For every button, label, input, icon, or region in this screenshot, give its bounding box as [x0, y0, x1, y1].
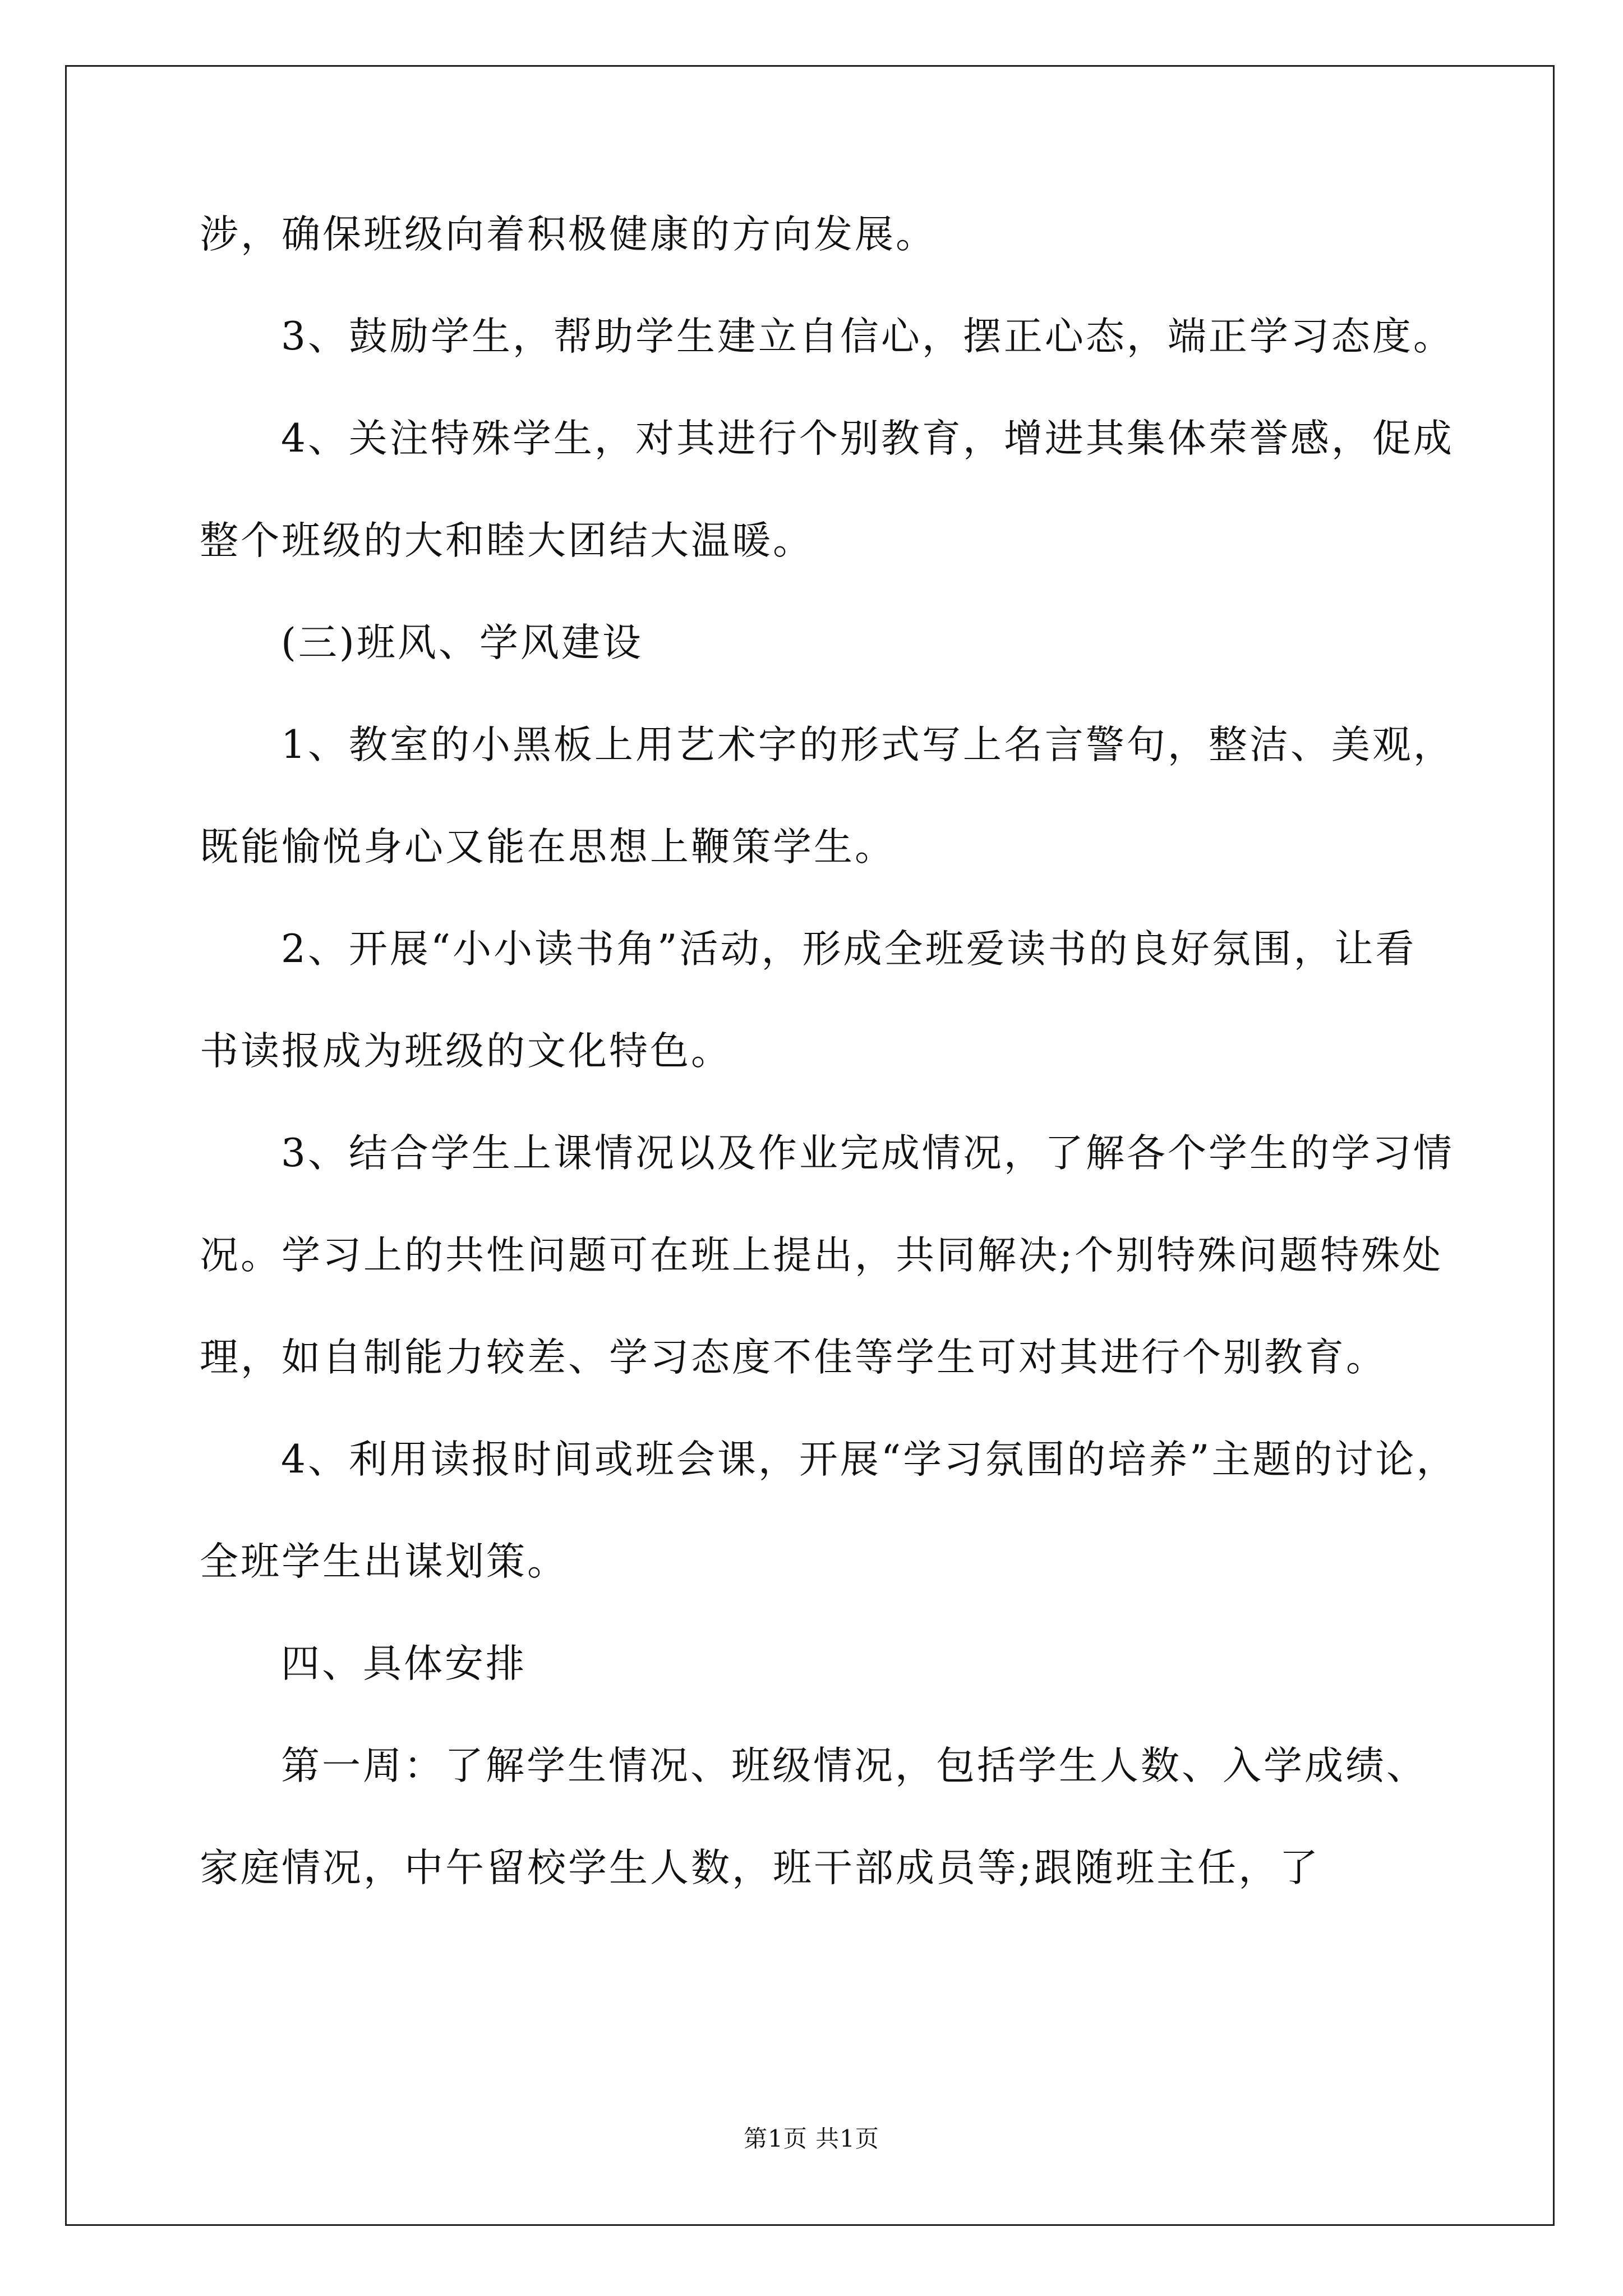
body-line: 第一周：了解学生情况、班级情况，包括学生人数、入学成绩、	[281, 1743, 1427, 1788]
body-line: 全班学生出谋划策。	[200, 1539, 568, 1584]
body-line: 理，如自制能力较差、学习态度不佳等学生可对其进行个别教育。	[200, 1335, 1387, 1380]
body-line: 3、结合学生上课情况以及作业完成情况，了解各个学生的学习情	[281, 1131, 1454, 1176]
body-line: 2、开展“小小读书角”活动，形成全班爱读书的良好氛围，让看	[281, 927, 1417, 972]
section-heading: (三)班风、学风建设	[281, 620, 643, 665]
page-number-footer: 第1页 共1页	[744, 2125, 879, 2152]
body-line: 况。学习上的共性问题可在班上提出，共同解决;个别特殊问题特殊处	[200, 1233, 1444, 1278]
body-line: 4、关注特殊学生，对其进行个别教育，增进其集体荣誉感，促成	[281, 416, 1454, 461]
body-line: 1、教室的小黑板上用艺术字的形式写上名言警句，整洁、美观，	[281, 723, 1454, 767]
section-heading: 四、具体安排	[281, 1641, 527, 1686]
body-line: 家庭情况，中午留校学生人数，班干部成员等;跟随班主任，了	[200, 1846, 1321, 1890]
body-line: 3、鼓励学生，帮助学生建立自信心，摆正心态，端正学习态度。	[281, 314, 1454, 359]
body-line: 既能愉悦身心又能在思想上鞭策学生。	[200, 825, 896, 869]
body-line: 书读报成为班级的文化特色。	[200, 1029, 732, 1074]
body-line: 涉，确保班级向着积极健康的方向发展。	[200, 212, 937, 257]
body-line: 4、利用读报时间或班会课，开展“学习氛围的培养”主题的讨论，	[281, 1437, 1458, 1482]
body-line: 整个班级的大和睦大团结大温暖。	[200, 518, 814, 563]
